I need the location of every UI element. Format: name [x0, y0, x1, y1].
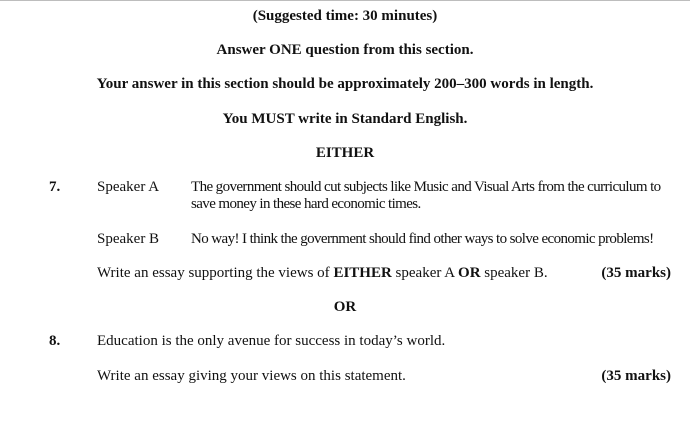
instruction-answer-one: Answer ONE question from this section.	[216, 42, 474, 58]
task-or: OR	[458, 265, 481, 281]
speaker-a-label: Speaker A	[97, 179, 160, 195]
task-text-end: speaker B.	[480, 265, 548, 281]
question-8-statement: Education is the only avenue for success in today’s world.	[97, 333, 446, 349]
task-either: EITHER	[333, 265, 392, 281]
either-heading: EITHER	[315, 145, 375, 161]
or-separator: OR	[333, 299, 357, 315]
question-7-task	[97, 264, 548, 282]
top-rule	[0, 0, 690, 1]
suggested-time: (Suggested time: 30 minutes)	[252, 8, 438, 24]
question-7-number: 7.	[49, 179, 61, 195]
speaker-b-label: Speaker B	[97, 231, 160, 247]
question-7-marks: (35 marks)	[601, 265, 671, 281]
question-8-marks: (35 marks)	[601, 368, 671, 384]
question-8-task: Write an essay giving your views on this statement.	[97, 368, 406, 384]
question-8-number: 8.	[49, 333, 61, 349]
speaker-a-text: The government should cut subjects like Music and Visual Arts from the curriculum to save money in these hard economic times.	[191, 179, 661, 212]
task-text-start: Write an essay supporting the views of	[97, 265, 334, 281]
speaker-b-text: No way! I think the government should find other ways to solve economic problems!	[191, 231, 654, 247]
instruction-standard-english: You MUST write in Standard English.	[222, 111, 468, 127]
task-text-mid: speaker A	[391, 265, 459, 281]
instruction-word-length: Your answer in this section should be approximately 200–300 words in length.	[96, 76, 594, 92]
